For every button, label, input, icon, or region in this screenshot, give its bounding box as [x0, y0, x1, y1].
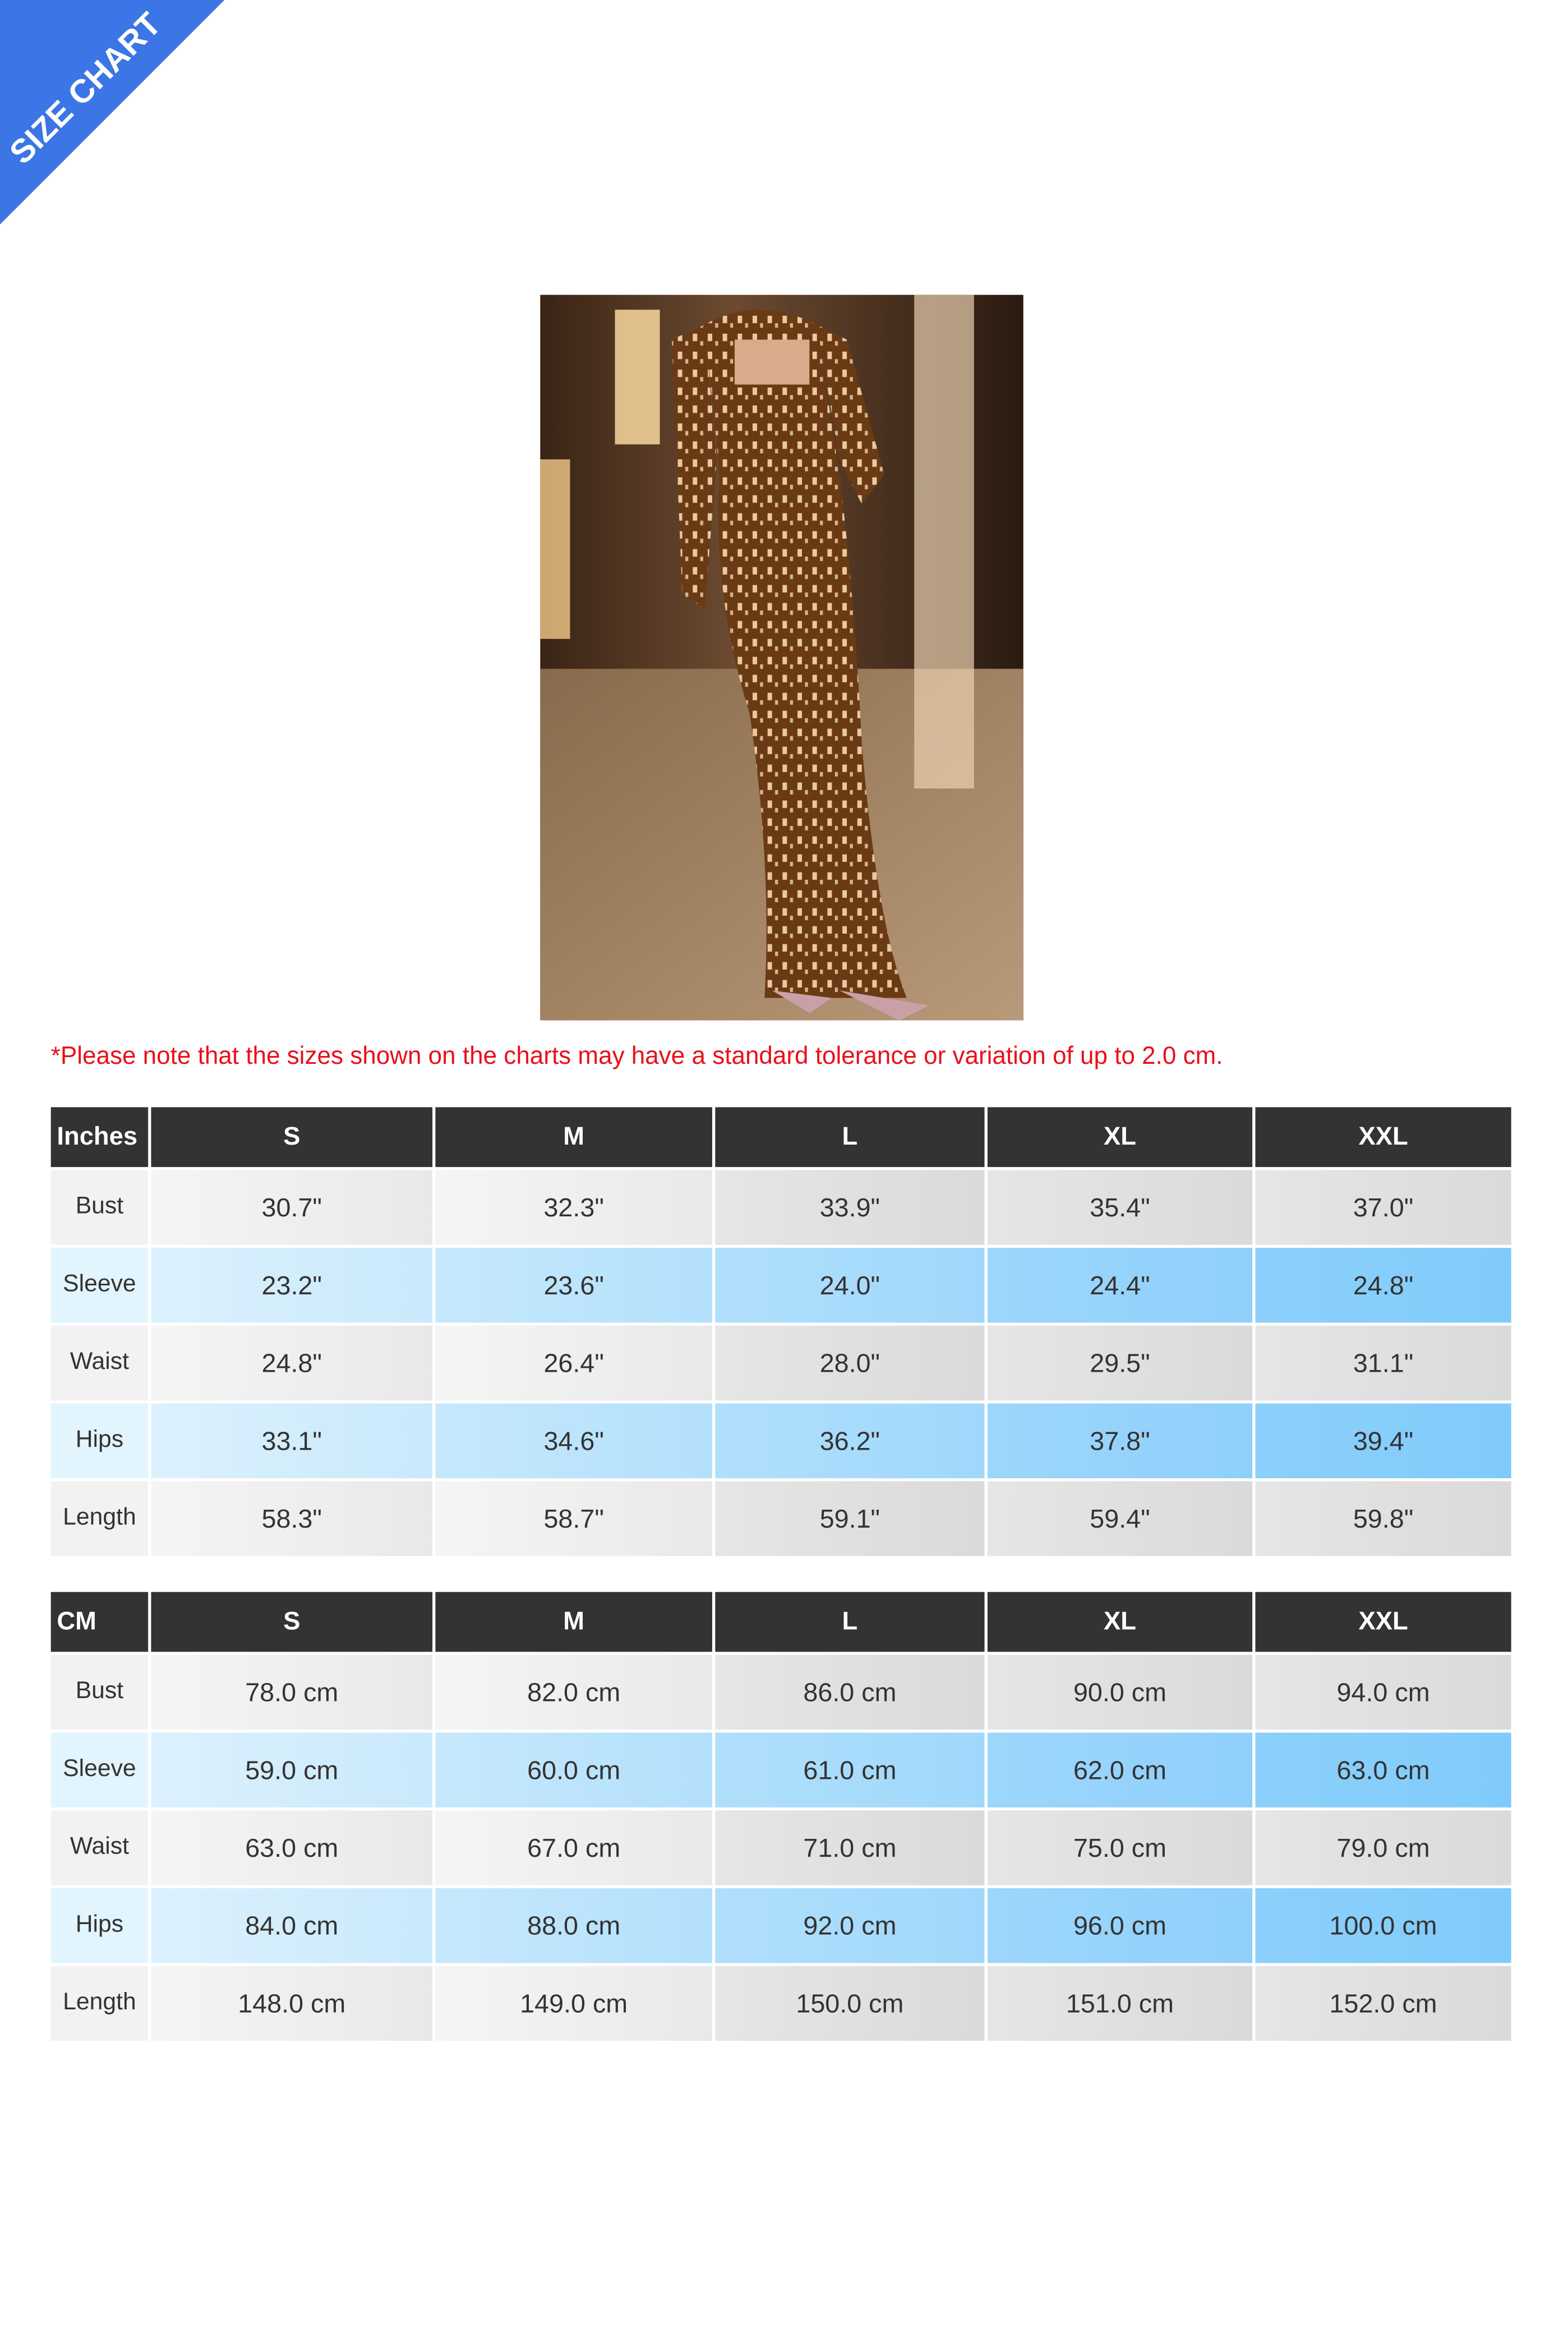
measurement-cell: 61.0 cm [715, 1733, 984, 1807]
measurement-cell: 75.0 cm [988, 1810, 1252, 1885]
size-header: XXL [1255, 1592, 1511, 1652]
measurement-cell: 33.1" [151, 1404, 432, 1478]
inches-size-table [48, 1104, 1514, 1559]
table-row [51, 1481, 1511, 1556]
measurement-cell: 58.3" [151, 1481, 432, 1556]
row-label: Sleeve [51, 1248, 148, 1322]
table-row [51, 1655, 1511, 1730]
measurement-cell: 32.3" [435, 1170, 712, 1244]
measurement-cell: 33.9" [715, 1170, 984, 1244]
badge-label: SIZE CHART [2, 6, 168, 172]
measurement-cell: 24.0" [715, 1248, 984, 1322]
measurement-cell: 26.4" [435, 1326, 712, 1400]
measurement-cell: 88.0 cm [435, 1888, 712, 1963]
size-header: L [715, 1107, 984, 1167]
table-row [51, 1966, 1511, 2041]
table-header [51, 1107, 1511, 1167]
measurement-cell: 100.0 cm [1255, 1888, 1511, 1963]
row-label: Length [51, 1966, 148, 2041]
table-row [51, 1248, 1511, 1322]
measurement-cell: 28.0" [715, 1326, 984, 1400]
measurement-cell: 60.0 cm [435, 1733, 712, 1807]
measurement-cell: 63.0 cm [1255, 1733, 1511, 1807]
unit-header: CM [51, 1592, 148, 1652]
row-label: Bust [51, 1170, 148, 1244]
row-label: Hips [51, 1888, 148, 1963]
measurement-cell: 152.0 cm [1255, 1966, 1511, 2041]
table-row [51, 1733, 1511, 1807]
measurement-cell: 82.0 cm [435, 1655, 712, 1730]
measurement-cell: 59.1" [715, 1481, 984, 1556]
size-header: S [151, 1107, 432, 1167]
table-row [51, 1810, 1511, 1885]
row-label: Bust [51, 1655, 148, 1730]
measurement-cell: 96.0 cm [988, 1888, 1252, 1963]
table-row [51, 1326, 1511, 1400]
measurement-cell: 150.0 cm [715, 1966, 984, 2041]
measurement-cell: 94.0 cm [1255, 1655, 1511, 1730]
measurement-cell: 67.0 cm [435, 1810, 712, 1885]
measurement-cell: 58.7" [435, 1481, 712, 1556]
cm-size-table [48, 1589, 1514, 2044]
measurement-cell: 62.0 cm [988, 1733, 1252, 1807]
size-chart-badge [0, 0, 224, 224]
unit-header: Inches [51, 1107, 148, 1167]
measurement-cell: 23.2" [151, 1248, 432, 1322]
measurement-cell: 37.0" [1255, 1170, 1511, 1244]
measurement-cell: 63.0 cm [151, 1810, 432, 1885]
size-header: S [151, 1592, 432, 1652]
measurement-cell: 39.4" [1255, 1404, 1511, 1478]
table-header [51, 1592, 1511, 1652]
measurement-cell: 23.6" [435, 1248, 712, 1322]
row-label: Waist [51, 1810, 148, 1885]
measurement-cell: 24.4" [988, 1248, 1252, 1322]
measurement-cell: 37.8" [988, 1404, 1252, 1478]
table-row [51, 1888, 1511, 1963]
measurement-cell: 79.0 cm [1255, 1810, 1511, 1885]
measurement-cell: 84.0 cm [151, 1888, 432, 1963]
size-header: M [435, 1107, 712, 1167]
measurement-cell: 86.0 cm [715, 1655, 984, 1730]
measurement-cell: 36.2" [715, 1404, 984, 1478]
measurement-cell: 92.0 cm [715, 1888, 984, 1963]
measurement-cell: 34.6" [435, 1404, 712, 1478]
size-header: M [435, 1592, 712, 1652]
measurement-cell: 24.8" [151, 1326, 432, 1400]
measurement-cell: 59.4" [988, 1481, 1252, 1556]
measurement-cell: 29.5" [988, 1326, 1252, 1400]
measurement-cell: 30.7" [151, 1170, 432, 1244]
size-header: XXL [1255, 1107, 1511, 1167]
size-header: XL [988, 1592, 1252, 1652]
measurement-cell: 24.8" [1255, 1248, 1511, 1322]
measurement-cell: 90.0 cm [988, 1655, 1252, 1730]
measurement-cell: 78.0 cm [151, 1655, 432, 1730]
size-header: L [715, 1592, 984, 1652]
measurement-cell: 35.4" [988, 1170, 1252, 1244]
measurement-cell: 31.1" [1255, 1326, 1511, 1400]
measurement-cell: 149.0 cm [435, 1966, 712, 2041]
tolerance-note: *Please note that the sizes shown on the charts may have a standard tolerance or variation of up to 2.0 cm. [50, 1043, 1223, 1070]
measurement-cell: 59.8" [1255, 1481, 1511, 1556]
table-row [51, 1404, 1511, 1478]
measurement-cell: 71.0 cm [715, 1810, 984, 1885]
measurement-cell: 59.0 cm [151, 1733, 432, 1807]
row-label: Sleeve [51, 1733, 148, 1807]
measurement-cell: 148.0 cm [151, 1966, 432, 2041]
row-label: Hips [51, 1404, 148, 1478]
measurement-cell: 151.0 cm [988, 1966, 1252, 2041]
row-label: Length [51, 1481, 148, 1556]
table-row [51, 1170, 1511, 1244]
product-photo [540, 295, 1023, 1021]
row-label: Waist [51, 1326, 148, 1400]
size-header: XL [988, 1107, 1252, 1167]
